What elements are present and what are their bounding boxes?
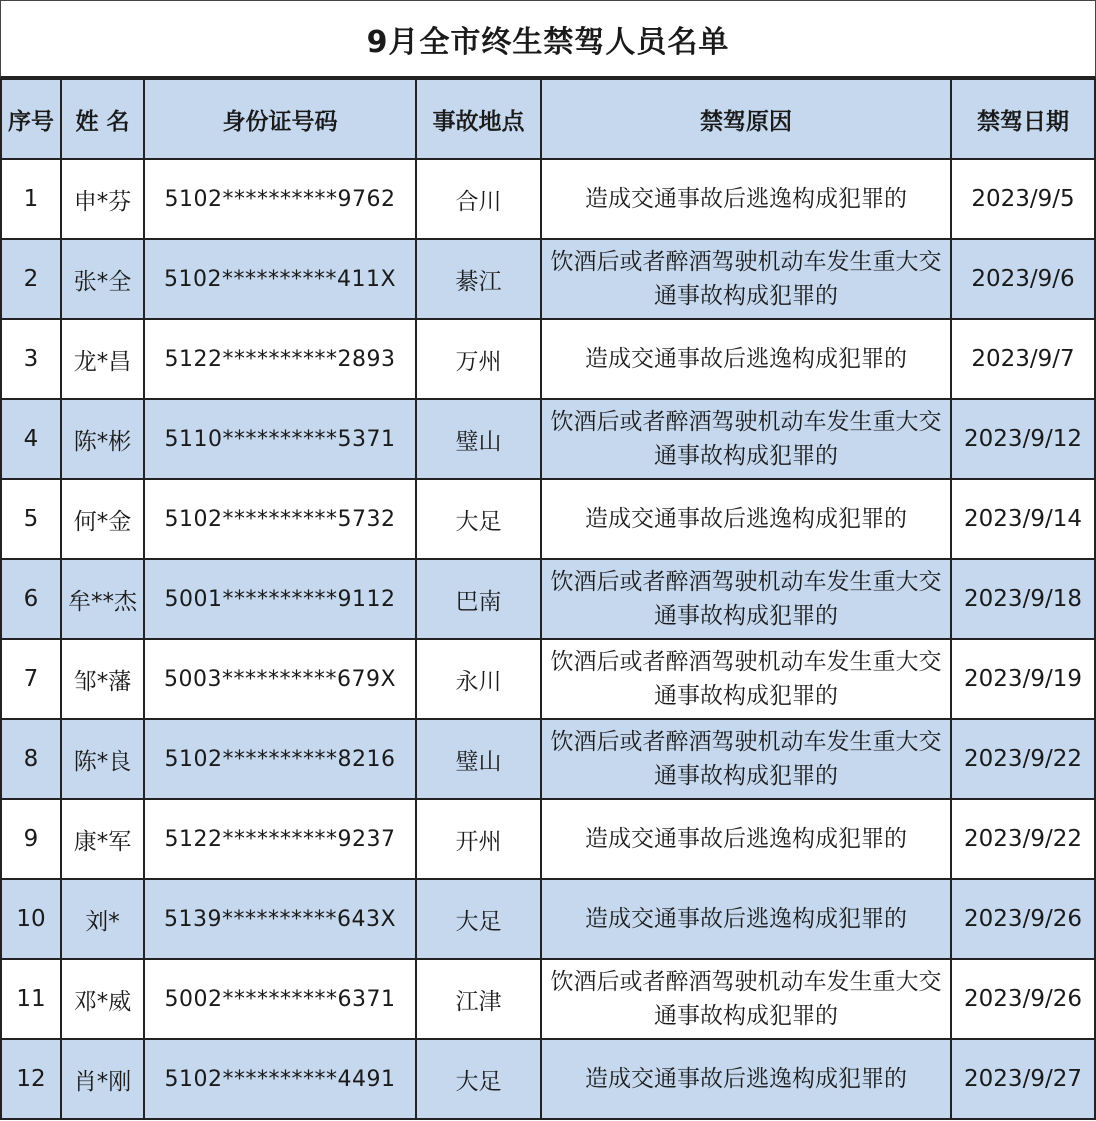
column-header-no: 序号 [1,79,61,159]
cell-no: 12 [1,1039,61,1119]
cell-accident-place: 江津 [416,959,541,1039]
cell-ban-date: 2023/9/26 [951,959,1095,1039]
cell-ban-reason: 饮酒后或者醉酒驾驶机动车发生重大交通事故构成犯罪的 [541,399,951,479]
cell-ban-reason: 饮酒后或者醉酒驾驶机动车发生重大交通事故构成犯罪的 [541,719,951,799]
cell-name: 邹*藩 [61,639,144,719]
cell-no: 2 [1,239,61,319]
cell-ban-reason: 饮酒后或者醉酒驾驶机动车发生重大交通事故构成犯罪的 [541,239,951,319]
cell-accident-place: 开州 [416,799,541,879]
table-body [1,159,1095,1119]
cell-ban-date: 2023/9/27 [951,1039,1095,1119]
cell-no: 7 [1,639,61,719]
cell-accident-place: 璧山 [416,399,541,479]
column-header-date: 禁驾日期 [951,79,1095,159]
cell-accident-place: 巴南 [416,559,541,639]
header-row [1,79,1095,159]
cell-no: 1 [1,159,61,239]
cell-ban-reason: 造成交通事故后逃逸构成犯罪的 [541,799,951,879]
cell-name: 陈*彬 [61,399,144,479]
column-header-name: 姓 名 [61,79,144,159]
cell-ban-reason: 造成交通事故后逃逸构成犯罪的 [541,479,951,559]
cell-ban-reason: 饮酒后或者醉酒驾驶机动车发生重大交通事故构成犯罪的 [541,959,951,1039]
cell-id-number: 5139**********643X [144,879,416,959]
cell-accident-place: 合川 [416,159,541,239]
cell-accident-place: 大足 [416,1039,541,1119]
column-header-place: 事故地点 [416,79,541,159]
cell-id-number: 5122**********9237 [144,799,416,879]
cell-ban-date: 2023/9/6 [951,239,1095,319]
cell-ban-date: 2023/9/19 [951,639,1095,719]
cell-ban-reason: 造成交通事故后逃逸构成犯罪的 [541,1039,951,1119]
cell-ban-date: 2023/9/18 [951,559,1095,639]
cell-ban-reason: 造成交通事故后逃逸构成犯罪的 [541,159,951,239]
cell-accident-place: 大足 [416,479,541,559]
cell-id-number: 5003**********679X [144,639,416,719]
cell-id-number: 5102**********9762 [144,159,416,239]
cell-name: 肖*刚 [61,1039,144,1119]
cell-name: 张*全 [61,239,144,319]
table-row [1,479,1095,559]
cell-id-number: 5002**********6371 [144,959,416,1039]
table-row [1,799,1095,879]
cell-id-number: 5102**********5732 [144,479,416,559]
cell-name: 刘* [61,879,144,959]
cell-id-number: 5102**********4491 [144,1039,416,1119]
cell-no: 9 [1,799,61,879]
cell-id-number: 5110**********5371 [144,399,416,479]
cell-accident-place: 綦江 [416,239,541,319]
cell-ban-date: 2023/9/22 [951,719,1095,799]
cell-name: 申*芬 [61,159,144,239]
cell-accident-place: 万州 [416,319,541,399]
table-row [1,959,1095,1039]
cell-no: 5 [1,479,61,559]
cell-no: 4 [1,399,61,479]
cell-ban-date: 2023/9/26 [951,879,1095,959]
sheet-title: 9月全市终生禁驾人员名单 [0,0,1096,78]
table-row [1,319,1095,399]
table-row [1,399,1095,479]
cell-ban-date: 2023/9/22 [951,799,1095,879]
cell-accident-place: 璧山 [416,719,541,799]
table-row [1,239,1095,319]
cell-no: 3 [1,319,61,399]
cell-ban-date: 2023/9/7 [951,319,1095,399]
table-row [1,559,1095,639]
cell-name: 牟**杰 [61,559,144,639]
cell-ban-reason: 造成交通事故后逃逸构成犯罪的 [541,319,951,399]
banned-drivers-table [0,78,1096,1120]
cell-id-number: 5001**********9112 [144,559,416,639]
table-row [1,1039,1095,1119]
cell-accident-place: 永川 [416,639,541,719]
cell-name: 何*金 [61,479,144,559]
cell-id-number: 5102**********411X [144,239,416,319]
cell-ban-reason: 饮酒后或者醉酒驾驶机动车发生重大交通事故构成犯罪的 [541,559,951,639]
column-header-id: 身份证号码 [144,79,416,159]
table-row [1,879,1095,959]
cell-name: 康*军 [61,799,144,879]
cell-name: 陈*良 [61,719,144,799]
cell-no: 11 [1,959,61,1039]
cell-ban-reason: 饮酒后或者醉酒驾驶机动车发生重大交通事故构成犯罪的 [541,639,951,719]
cell-no: 6 [1,559,61,639]
cell-accident-place: 大足 [416,879,541,959]
cell-no: 10 [1,879,61,959]
cell-no: 8 [1,719,61,799]
cell-ban-date: 2023/9/5 [951,159,1095,239]
cell-name: 龙*昌 [61,319,144,399]
cell-id-number: 5122**********2893 [144,319,416,399]
cell-ban-reason: 造成交通事故后逃逸构成犯罪的 [541,879,951,959]
table-row [1,159,1095,239]
cell-id-number: 5102**********8216 [144,719,416,799]
cell-name: 邓*威 [61,959,144,1039]
table-row [1,719,1095,799]
table-row [1,639,1095,719]
column-header-reason: 禁驾原因 [541,79,951,159]
cell-ban-date: 2023/9/14 [951,479,1095,559]
cell-ban-date: 2023/9/12 [951,399,1095,479]
